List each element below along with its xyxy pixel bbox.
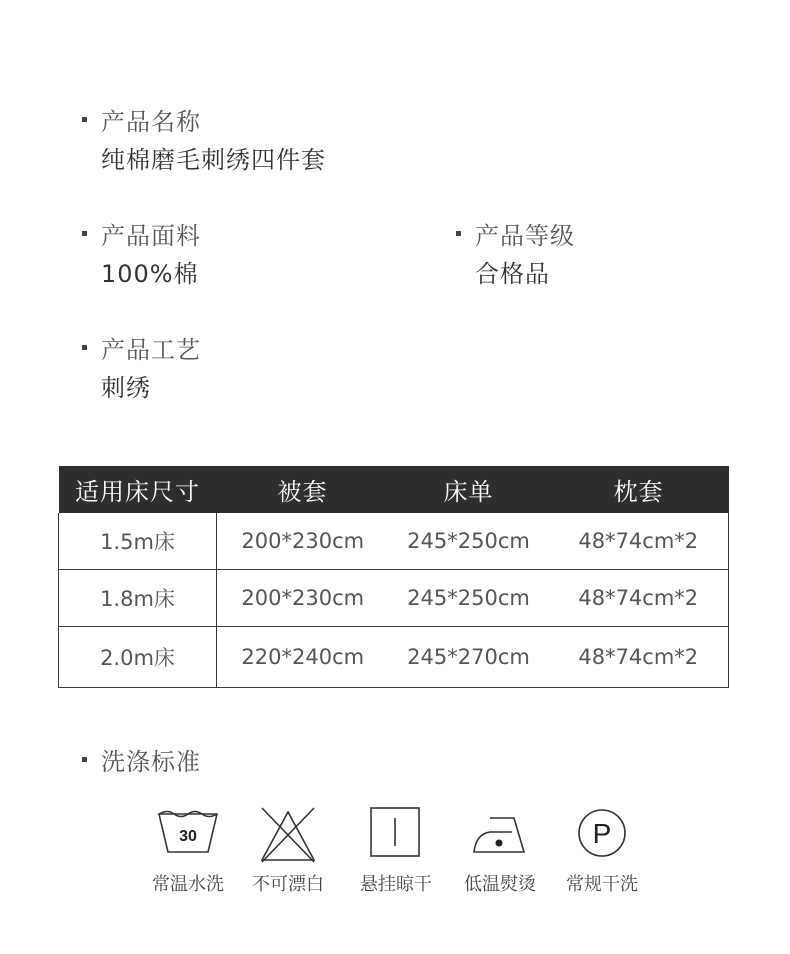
care-heading	[82, 744, 201, 774]
cell-pillowcase: 48*74cm*2	[549, 513, 729, 570]
care-item-wash	[140, 806, 236, 896]
care-item-no-bleach	[240, 806, 336, 896]
bullet-icon	[82, 117, 87, 122]
care-caption-iron: 低温熨烫	[464, 874, 536, 895]
cell-pillowcase: 48*74cm*2	[549, 570, 729, 627]
bullet-icon	[82, 757, 87, 762]
product-fabric-value: 100%棉	[101, 260, 199, 288]
dry-clean-p-icon	[575, 806, 629, 860]
cell-duvet-cover: 200*230cm	[217, 513, 389, 570]
cell-pillowcase: 48*74cm*2	[549, 627, 729, 688]
cell-bed-size: 2.0m床	[59, 627, 217, 688]
size-table-header-row	[59, 466, 729, 513]
dry-clean-letter: P	[592, 818, 612, 849]
product-craft-heading	[82, 332, 201, 362]
product-name-block	[82, 104, 326, 175]
wash-temp-text: 30	[179, 828, 197, 845]
product-fabric-heading	[82, 218, 201, 248]
care-caption-no-bleach: 不可漂白	[252, 874, 324, 895]
cell-bed-sheet: 245*250cm	[389, 513, 549, 570]
table-row	[59, 570, 729, 627]
product-name-label: 产品名称	[101, 107, 201, 136]
product-grade-value: 合格品	[475, 260, 550, 288]
care-caption-wash: 常温水洗	[152, 874, 224, 895]
care-caption-dry-clean: 常规干洗	[566, 874, 638, 895]
product-grade-block	[456, 218, 575, 289]
bullet-icon	[82, 345, 87, 350]
care-item-hang-dry	[348, 806, 444, 896]
header-bed-sheet: 床单	[389, 466, 549, 513]
care-caption-hang-dry: 悬挂晾干	[360, 874, 432, 895]
product-craft-block	[82, 332, 201, 403]
product-grade-heading	[456, 218, 575, 248]
care-item-dry-clean	[554, 806, 650, 896]
bullet-icon	[82, 231, 87, 236]
product-fabric-block	[82, 218, 201, 289]
no-bleach-icon	[256, 806, 320, 864]
table-row	[59, 513, 729, 570]
care-item-iron	[452, 806, 548, 896]
care-block	[82, 744, 201, 774]
cell-duvet-cover: 220*240cm	[217, 627, 389, 688]
cell-bed-size: 1.8m床	[59, 570, 217, 627]
care-icons-row	[140, 806, 660, 906]
product-name-value: 纯棉磨毛刺绣四件套	[101, 146, 326, 174]
header-bed-size: 适用床尺寸	[59, 466, 217, 513]
header-pillowcase: 枕套	[549, 466, 729, 513]
cell-duvet-cover: 200*230cm	[217, 570, 389, 627]
product-craft-label: 产品工艺	[101, 335, 201, 364]
care-label: 洗涤标准	[101, 747, 201, 776]
iron-low-icon	[470, 806, 530, 856]
table-row	[59, 627, 729, 688]
size-table	[58, 466, 729, 688]
wash-30-icon	[156, 806, 220, 856]
hang-dry-icon	[369, 806, 423, 860]
cell-bed-size: 1.5m床	[59, 513, 217, 570]
product-craft-value: 刺绣	[101, 374, 151, 402]
product-name-heading	[82, 104, 326, 134]
product-fabric-label: 产品面料	[101, 221, 201, 250]
cell-bed-sheet: 245*250cm	[389, 570, 549, 627]
bullet-icon	[456, 231, 461, 236]
cell-bed-sheet: 245*270cm	[389, 627, 549, 688]
header-duvet-cover: 被套	[217, 466, 389, 513]
product-grade-label: 产品等级	[475, 221, 575, 250]
